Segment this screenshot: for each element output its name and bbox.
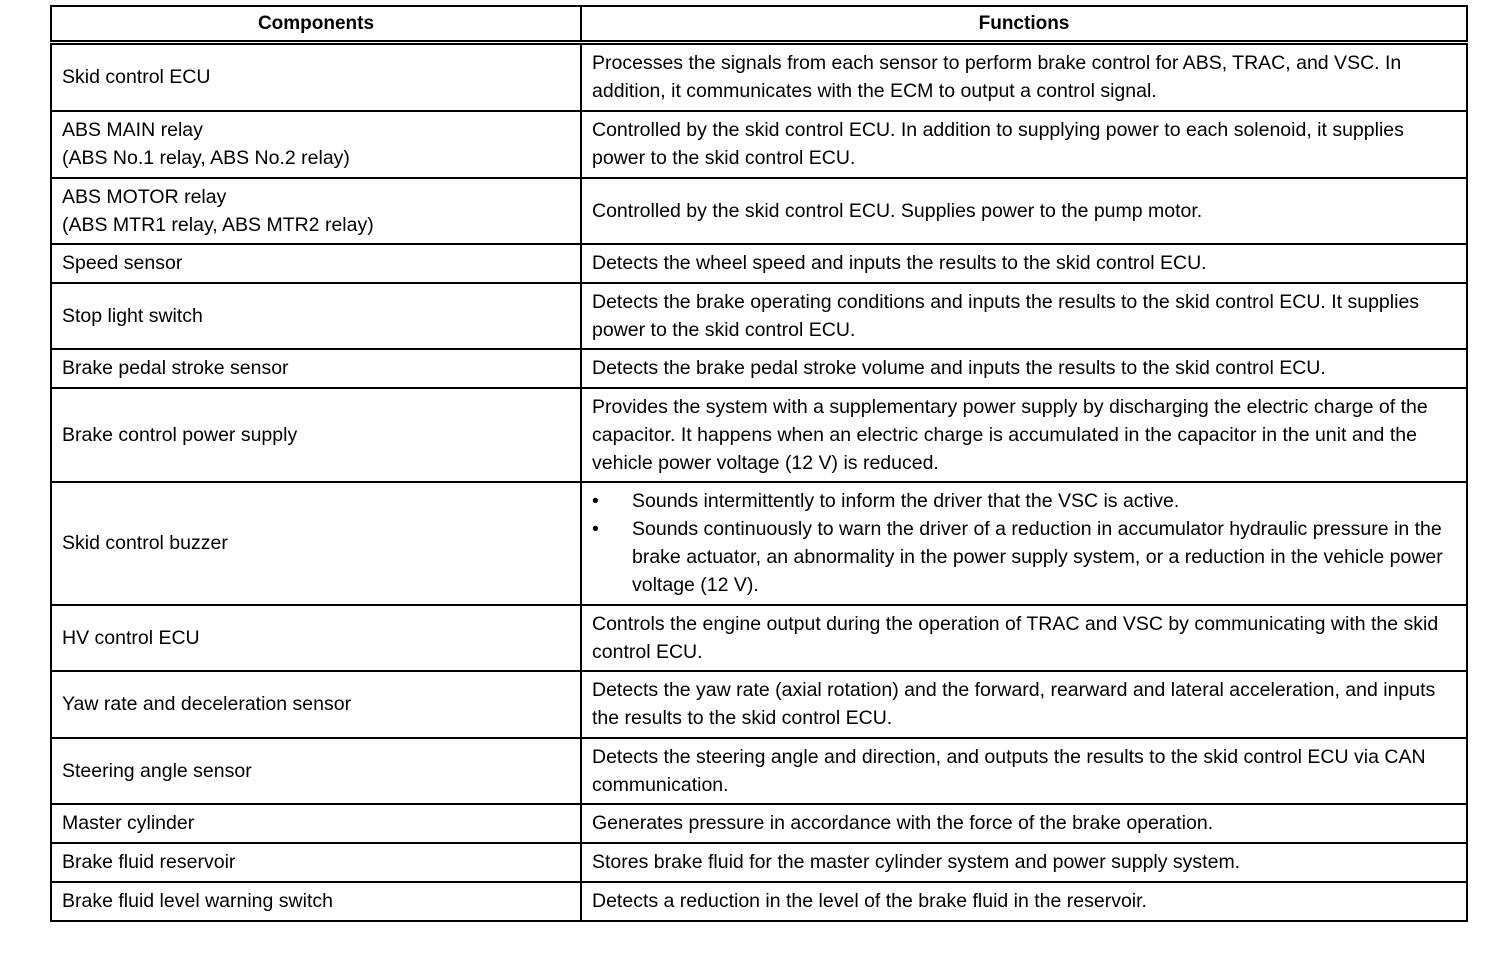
component-cell — [51, 843, 581, 882]
components-functions-table — [50, 5, 1468, 922]
table-row — [51, 882, 1467, 921]
table-row — [51, 482, 1467, 605]
component-name: Brake control power supply — [62, 423, 298, 446]
table-row — [51, 349, 1467, 388]
function-cell — [581, 111, 1467, 178]
component-cell — [51, 804, 581, 843]
function-text: Controlled by the skid control ECU. In addition to supplying power to each solenoid, it supplies power to the skid control ECU. — [592, 119, 1404, 169]
function-text: Detects a reduction in the level of the brake fluid in the reservoir. — [592, 890, 1147, 912]
table-row — [51, 43, 1467, 111]
function-text: Detects the brake operating conditions and inputs the results to the skid control ECU. It supplies power to the skid control ECU. — [592, 290, 1420, 341]
component-cell — [51, 388, 581, 482]
component-name: Skid control ECU — [62, 66, 211, 89]
function-bullet-text: Sounds intermittently to inform the driver that the VSC is active. — [632, 490, 1180, 512]
table-row — [51, 111, 1467, 178]
bullet-marker: • — [592, 490, 599, 512]
function-cell — [581, 388, 1467, 482]
function-cell — [581, 178, 1467, 244]
function-text: Detects the brake pedal stroke volume and inputs the results to the skid control ECU. — [592, 357, 1326, 379]
function-text: Controlled by the skid control ECU. Supplies power to the pump motor. — [592, 199, 1203, 222]
function-bullet-text: Sounds continuously to warn the driver of a reduction in accumulator hydraulic pressure in the brake actuator, an abnormality in the power supply system, or a reduction in the vehicle power voltage (12 V). — [632, 518, 1443, 596]
function-cell — [581, 349, 1467, 388]
table-row — [51, 605, 1467, 671]
function-cell — [581, 244, 1467, 283]
component-name: Brake fluid level warning switch — [62, 890, 333, 912]
header-functions: Functions — [581, 6, 1467, 43]
component-cell — [51, 671, 581, 738]
bullet-marker: • — [592, 518, 599, 540]
component-cell — [51, 111, 581, 178]
table-row — [51, 671, 1467, 738]
component-cell — [51, 882, 581, 921]
table-row — [51, 804, 1467, 843]
function-bullet — [592, 515, 1456, 599]
component-cell — [51, 349, 581, 388]
function-text: Provides the system with a supplementary power supply by discharging the electric charge of the capacitor. It happens when an electric charge is accumulated in the capacitor in the unit and the vehicle power voltage (12 V) is reduced. — [592, 395, 1428, 474]
component-name: Stop light switch — [62, 304, 203, 327]
component-cell — [51, 43, 581, 111]
component-cell — [51, 605, 581, 671]
component-name: Speed sensor — [62, 252, 183, 274]
function-cell — [581, 843, 1467, 882]
function-bullet — [592, 487, 1456, 515]
function-cell — [581, 482, 1467, 605]
component-name: ABS MOTOR relay — [62, 185, 227, 208]
header-row — [51, 6, 1467, 43]
component-cell — [51, 283, 581, 349]
component-name: HV control ECU — [62, 626, 200, 649]
function-cell — [581, 605, 1467, 671]
function-cell — [581, 738, 1467, 804]
function-text: Generates pressure in accordance with the force of the brake operation. — [592, 812, 1214, 834]
component-cell — [51, 244, 581, 283]
function-text: Detects the yaw rate (axial rotation) and the forward, rearward and lateral acceleration, and inputs the results to the skid control ECU. — [592, 679, 1436, 729]
component-detail: (ABS No.1 relay, ABS No.2 relay) — [62, 147, 350, 169]
component-name: Master cylinder — [62, 812, 195, 834]
function-text: Processes the signals from each sensor to perform brake control for ABS, TRAC, and VSC. In addition, it communicates with the ECM to output a control signal. — [592, 52, 1402, 103]
table-row — [51, 843, 1467, 882]
header-components: Components — [51, 6, 581, 43]
component-cell — [51, 738, 581, 804]
component-name: ABS MAIN relay — [62, 119, 203, 141]
table-row — [51, 283, 1467, 349]
function-text: Detects the steering angle and direction, and outputs the results to the skid control ECU via CAN communication. — [592, 745, 1426, 796]
component-name: Brake pedal stroke sensor — [62, 357, 289, 379]
function-text: Detects the wheel speed and inputs the results to the skid control ECU. — [592, 252, 1207, 274]
table-row — [51, 738, 1467, 804]
component-name: Yaw rate and deceleration sensor — [62, 693, 352, 715]
component-name: Brake fluid reservoir — [62, 851, 236, 873]
function-text: Stores brake fluid for the master cylinder system and power supply system. — [592, 851, 1241, 873]
function-cell — [581, 882, 1467, 921]
table-row — [51, 244, 1467, 283]
component-name: Steering angle sensor — [62, 759, 252, 782]
function-cell — [581, 283, 1467, 349]
function-cell — [581, 804, 1467, 843]
function-bullet-list — [592, 487, 1456, 599]
table-row — [51, 178, 1467, 244]
component-name: Skid control buzzer — [62, 532, 228, 554]
function-text: Controls the engine output during the operation of TRAC and VSC by communicating with the skid control ECU. — [592, 612, 1439, 663]
table-row — [51, 388, 1467, 482]
component-cell — [51, 482, 581, 605]
function-cell — [581, 43, 1467, 111]
component-cell — [51, 178, 581, 244]
component-detail: (ABS MTR1 relay, ABS MTR2 relay) — [62, 213, 374, 236]
function-cell — [581, 671, 1467, 738]
